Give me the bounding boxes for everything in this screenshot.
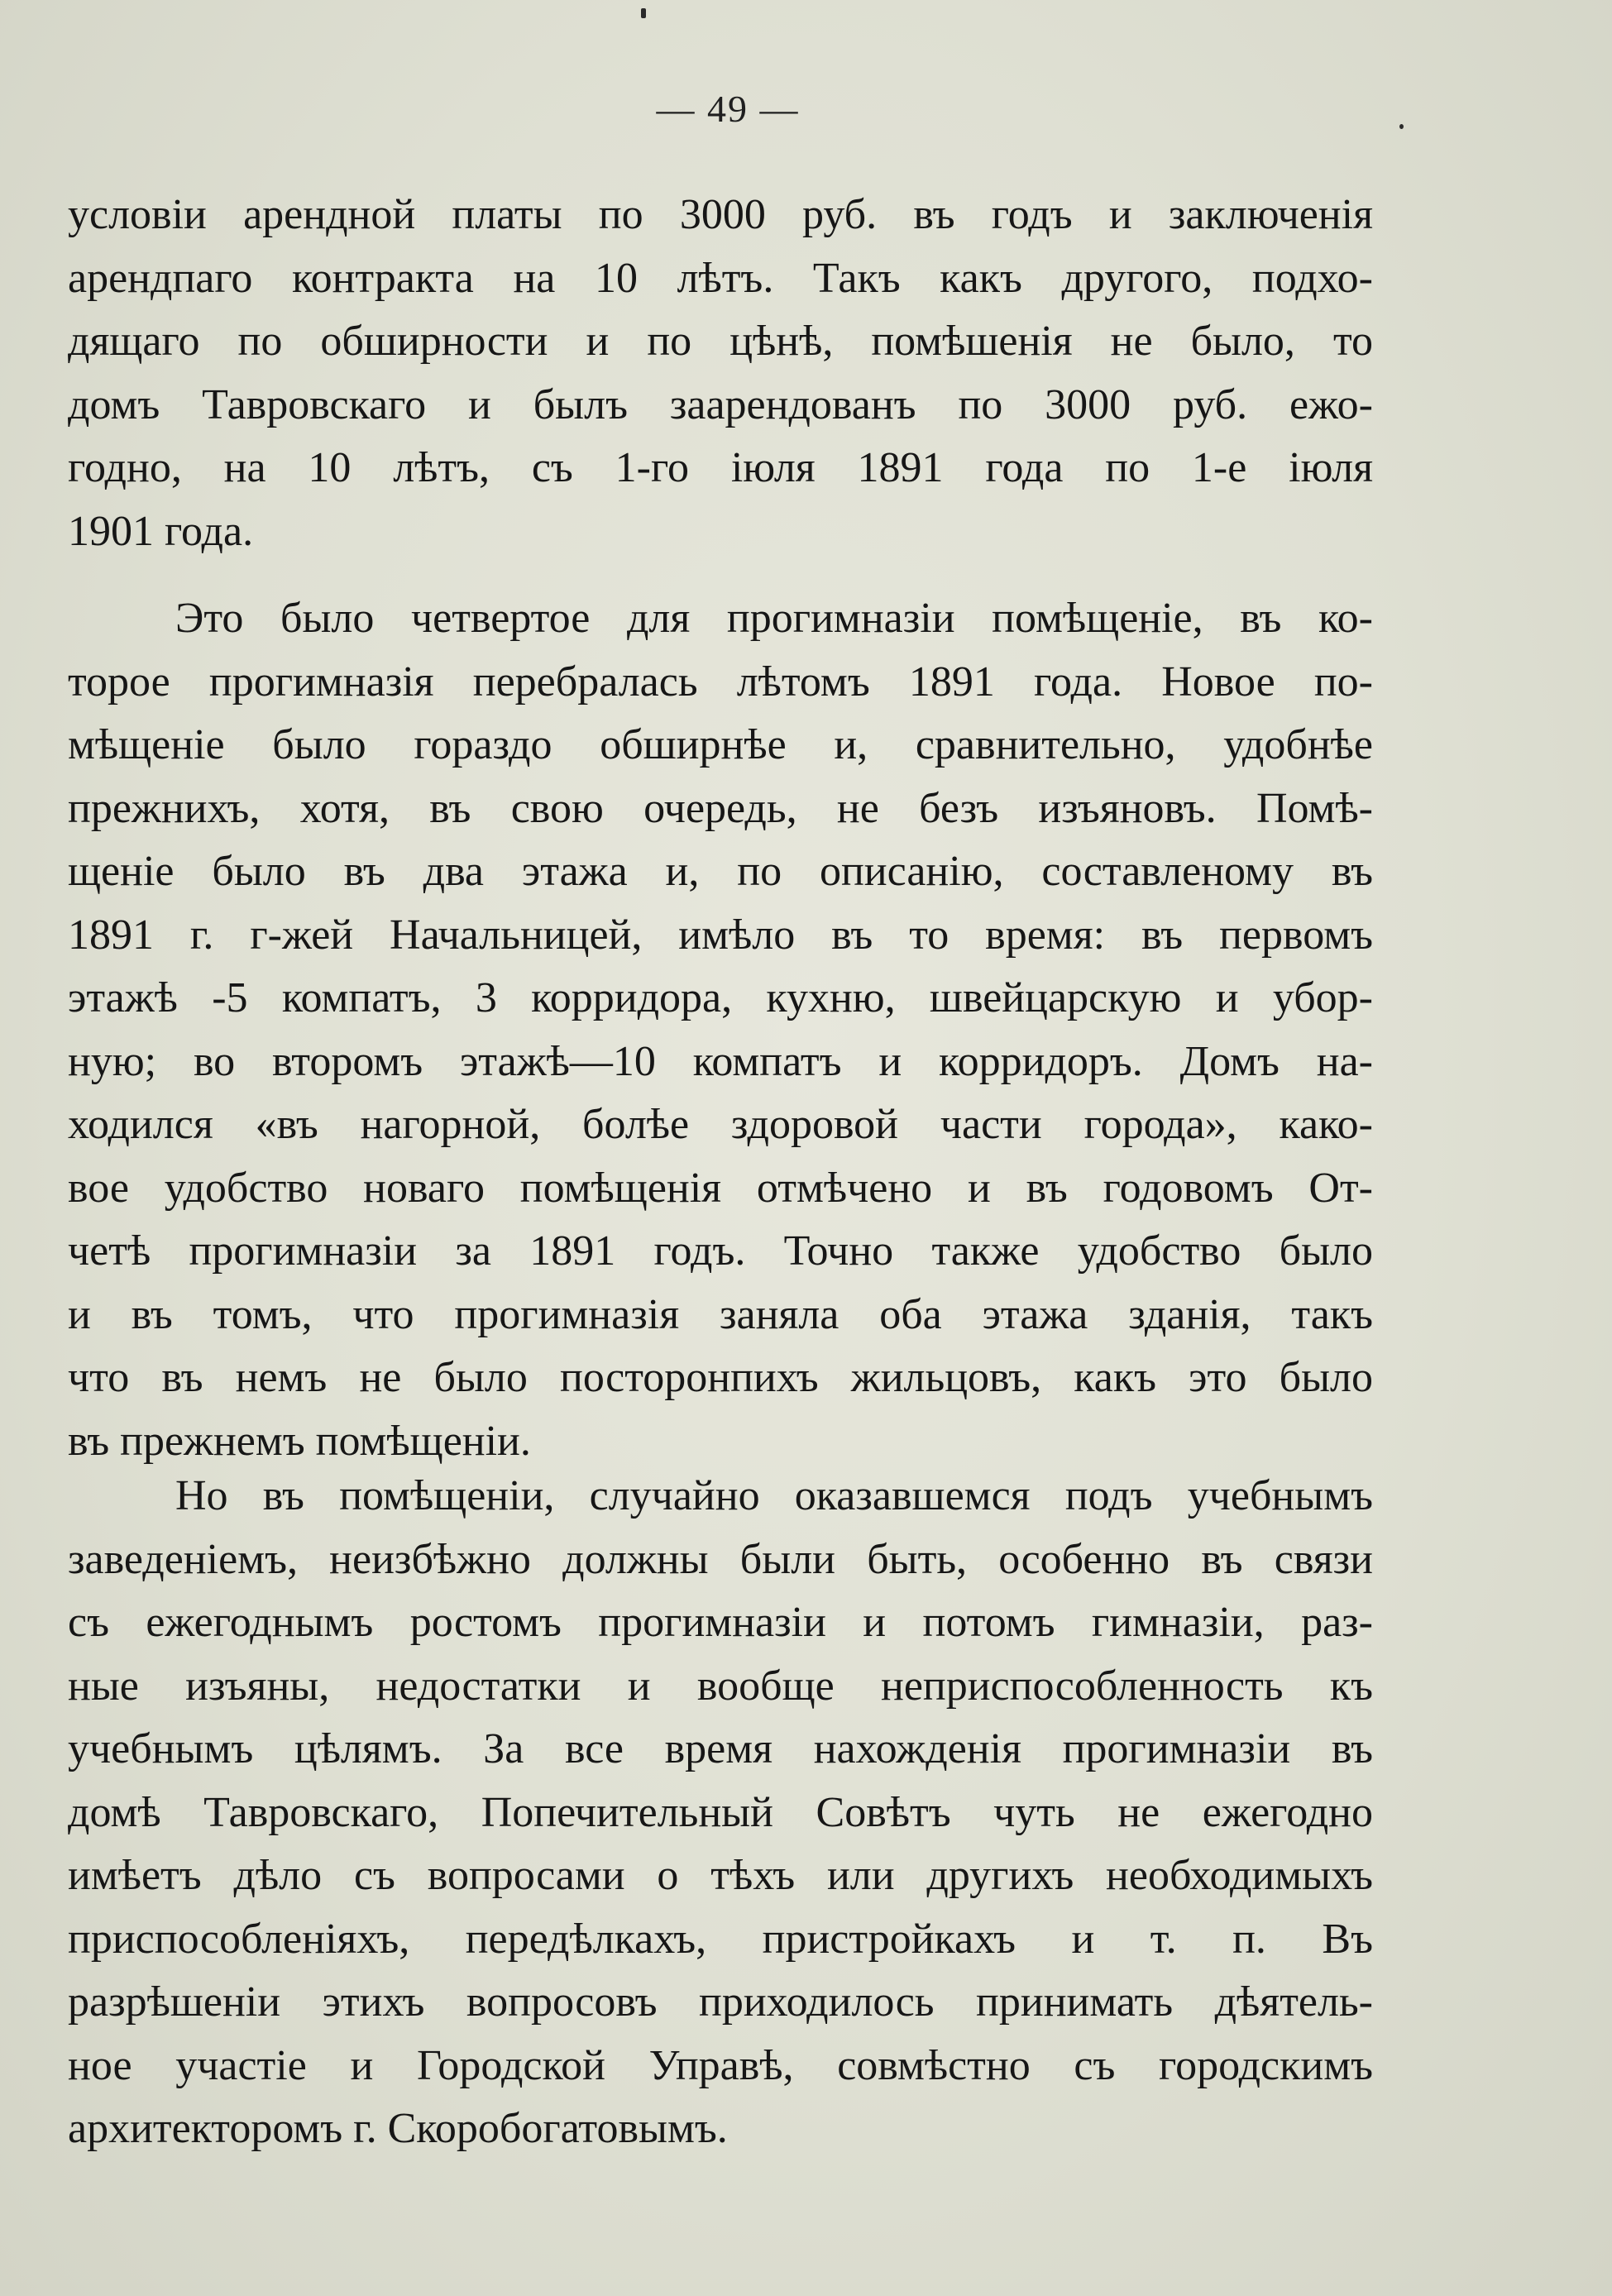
text-line: заведеніемъ, неизбѣжно должны были быть, особенно въ связи [68,1535,1373,1583]
text-line: щеніе было въ два этажа и, по описанію, составленому въ [68,848,1373,895]
text-line: ходился «въ нагорной, болѣе здоровой части города», како- [68,1101,1373,1148]
paragraph [68,587,1373,1473]
print-speck [641,8,646,18]
text-line: Но въ помѣщеніи, случайно оказавшемся подъ учебнымъ [175,1472,1373,1519]
text-line: четѣ прогимназіи за 1891 годъ. Точно также удобство было [68,1227,1373,1275]
text-line: годно, на 10 лѣтъ, съ 1-го іюля 1891 года по 1-е іюля [68,444,1373,491]
text-line: мѣщеніе было гораздо обширнѣе и, сравнительно, удобнѣе [68,721,1373,768]
text-line: домъ Тавровскаго и былъ заарендованъ по 3000 руб. ежо- [68,380,1373,428]
text-line: домѣ Тавровскаго, Попечительный Совѣтъ чуть не ежегодно [68,1788,1373,1836]
text-line: 1901 года. [68,507,254,555]
text-line: прежнихъ, хотя, въ свою очередь, не безъ изъяновъ. Помѣ- [68,784,1373,832]
text-line: разрѣшеніи этихъ вопросовъ приходилось принимать дѣятель- [68,1978,1373,2026]
text-line: учебнымъ цѣлямъ. За все время нахожденія прогимназіи въ [68,1725,1373,1772]
text-line: арендпаго контракта на 10 лѣтъ. Такъ какъ другого, подхо- [68,254,1373,302]
text-line: условіи арендной платы по 3000 руб. въ годъ и заключенія [68,191,1373,238]
paragraph [68,184,1373,563]
text-line: ную; во второмъ этажѣ—10 компатъ и корридоръ. Домъ на- [68,1037,1373,1085]
text-line: Это было четвертое для прогимназіи помѣщеніе, въ ко- [175,595,1373,642]
text-line: вое удобство новаго помѣщенія отмѣчено и въ годовомъ От- [68,1164,1373,1212]
text-line: что въ немъ не было посторонпихъ жильцовъ, какъ это было [68,1354,1373,1401]
text-line: этажѣ -5 компатъ, 3 корридора, кухню, швейцарскую и убор- [68,974,1373,1021]
page-number: — 49 — [656,88,800,130]
text-line: ное участіе и Городской Управѣ, совмѣстно съ городскимъ [68,2041,1373,2089]
text-line: и въ томъ, что прогимназія заняла оба этажа зданія, такъ [68,1290,1373,1338]
paragraph [68,1465,1373,2161]
text-line: торое прогимназія перебралась лѣтомъ 1891 года. Новое по- [68,658,1373,706]
text-line: ные изъяны, недостатки и вообще неприспособленность къ [68,1662,1373,1710]
text-line: архитекторомъ г. Скоробогатовымъ. [68,2105,728,2152]
text-line: приспособленіяхъ, передѣлкахъ, пристройкахъ и т. п. Въ [68,1915,1373,1963]
text-line: въ прежнемъ помѣщеніи. [68,1417,531,1465]
text-line: 1891 г. г-жей Начальницей, имѣло въ то время: въ первомъ [68,911,1373,959]
text-line: имѣетъ дѣло съ вопросами о тѣхъ или другихъ необходимыхъ [68,1852,1373,1899]
text-line: съ ежегоднымъ ростомъ прогимназіи и потомъ гимназіи, раз- [68,1599,1373,1646]
text-line: дящаго по обширности и по цѣнѣ, помѣшенія не было, то [68,318,1373,365]
